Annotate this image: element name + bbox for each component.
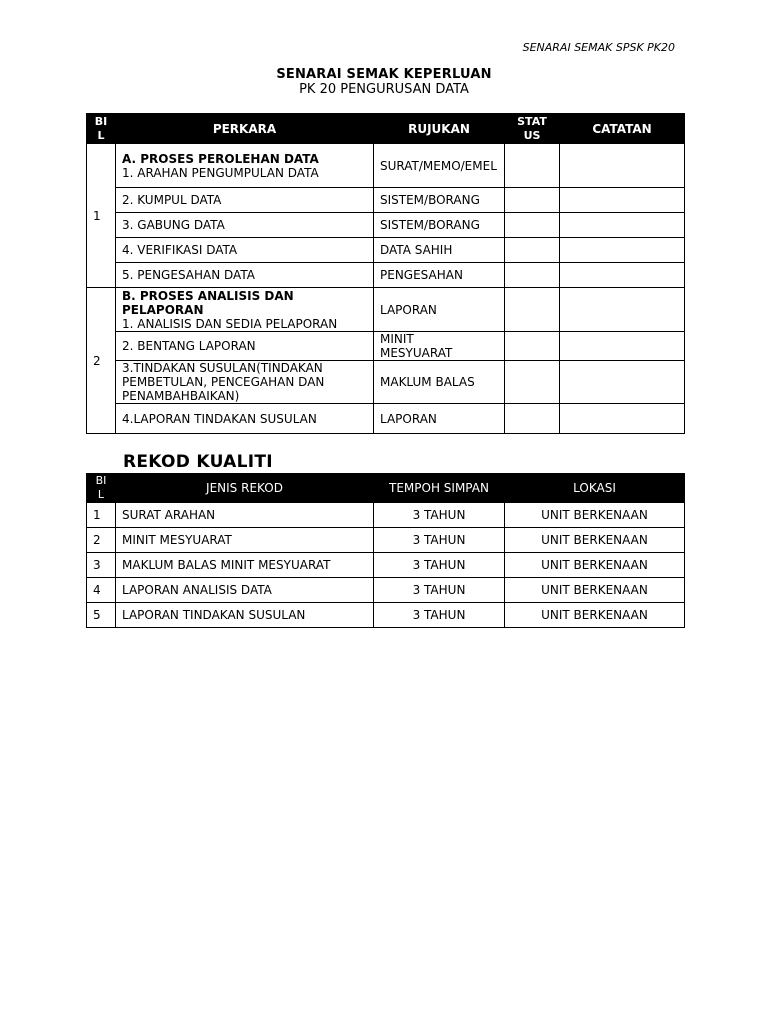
rujukan-cell: LAPORAN bbox=[374, 404, 505, 434]
catatan-cell[interactable] bbox=[560, 263, 685, 288]
table-row bbox=[87, 361, 685, 404]
document-title: SENARAI SEMAK KEPERLUAN bbox=[276, 67, 492, 82]
perkara-cell bbox=[116, 144, 374, 188]
bil-cell: 1 bbox=[87, 144, 116, 288]
lokasi-cell: UNIT BERKENAAN bbox=[505, 603, 685, 628]
lokasi-cell: UNIT BERKENAAN bbox=[505, 503, 685, 528]
perkara-cell bbox=[116, 288, 374, 332]
header-status: STAT US bbox=[505, 114, 560, 144]
rekod-header-row bbox=[87, 474, 685, 503]
tempoh-cell: 3 TAHUN bbox=[374, 553, 505, 578]
perkara-cell: 5. PENGESAHAN DATA bbox=[116, 263, 374, 288]
rujukan-cell: SISTEM/BORANG bbox=[374, 188, 505, 213]
table-row bbox=[87, 578, 685, 603]
bil-cell: 1 bbox=[87, 503, 116, 528]
rujukan-cell: MAKLUM BALAS bbox=[374, 361, 505, 404]
tempoh-cell: 3 TAHUN bbox=[374, 528, 505, 553]
tempoh-cell: 3 TAHUN bbox=[374, 578, 505, 603]
table-row bbox=[87, 238, 685, 263]
table-row bbox=[87, 263, 685, 288]
status-cell[interactable] bbox=[505, 263, 560, 288]
table-row bbox=[87, 603, 685, 628]
perkara-cell: 4.LAPORAN TINDAKAN SUSULAN bbox=[116, 404, 374, 434]
header-bil: BI L bbox=[87, 114, 116, 144]
table-row bbox=[87, 144, 685, 188]
header-catatan: CATATAN bbox=[560, 114, 685, 144]
table-row bbox=[87, 332, 685, 361]
checklist-header-row bbox=[87, 114, 685, 144]
table-row bbox=[87, 503, 685, 528]
rujukan-cell: SURAT/MEMO/EMEL bbox=[374, 144, 505, 188]
perkara-cell: 2. KUMPUL DATA bbox=[116, 188, 374, 213]
tempoh-cell: 3 TAHUN bbox=[374, 503, 505, 528]
bil-cell: 5 bbox=[87, 603, 116, 628]
status-cell[interactable] bbox=[505, 188, 560, 213]
status-cell[interactable] bbox=[505, 361, 560, 404]
catatan-cell[interactable] bbox=[560, 332, 685, 361]
perkara-cell: 3.TINDAKAN SUSULAN(TINDAKAN PEMBETULAN, PENCEGAHAN DAN PENAMBAHBAIKAN) bbox=[116, 361, 374, 404]
jenis-cell: LAPORAN TINDAKAN SUSULAN bbox=[116, 603, 374, 628]
perkara-cell: 3. GABUNG DATA bbox=[116, 213, 374, 238]
header-jenis-rekod: JENIS REKOD bbox=[116, 474, 374, 503]
perkara-text: 1. ARAHAN PENGUMPULAN DATA bbox=[122, 165, 319, 180]
perkara-cell: 4. VERIFIKASI DATA bbox=[116, 238, 374, 263]
table-row bbox=[87, 404, 685, 434]
rujukan-cell: PENGESAHAN bbox=[374, 263, 505, 288]
header-lokasi: LOKASI bbox=[505, 474, 685, 503]
document-subtitle: PK 20 PENGURUSAN DATA bbox=[299, 82, 469, 97]
catatan-cell[interactable] bbox=[560, 288, 685, 332]
header-bil: BI L bbox=[87, 474, 116, 503]
jenis-cell: MINIT MESYUARAT bbox=[116, 528, 374, 553]
bil-cell: 2 bbox=[87, 288, 116, 434]
catatan-cell[interactable] bbox=[560, 144, 685, 188]
jenis-cell: MAKLUM BALAS MINIT MESYUARAT bbox=[116, 553, 374, 578]
bil-cell: 4 bbox=[87, 578, 116, 603]
table-row bbox=[87, 553, 685, 578]
status-cell[interactable] bbox=[505, 404, 560, 434]
rujukan-cell: DATA SAHIH bbox=[374, 238, 505, 263]
bil-cell: 2 bbox=[87, 528, 116, 553]
status-cell[interactable] bbox=[505, 213, 560, 238]
lokasi-cell: UNIT BERKENAAN bbox=[505, 553, 685, 578]
table-row bbox=[87, 213, 685, 238]
section-heading: B. PROSES ANALISIS DAN PELAPORAN bbox=[122, 288, 294, 317]
status-cell[interactable] bbox=[505, 288, 560, 332]
rujukan-cell: SISTEM/BORANG bbox=[374, 213, 505, 238]
section-heading: A. PROSES PEROLEHAN DATA bbox=[122, 151, 319, 166]
header-perkara: PERKARA bbox=[116, 114, 374, 144]
header-rujukan: RUJUKAN bbox=[374, 114, 505, 144]
catatan-cell[interactable] bbox=[560, 361, 685, 404]
rujukan-text: MINIT MESYUARAT bbox=[380, 332, 453, 360]
table-row bbox=[87, 288, 685, 332]
status-cell[interactable] bbox=[505, 144, 560, 188]
catatan-cell[interactable] bbox=[560, 404, 685, 434]
table-row bbox=[87, 188, 685, 213]
table-row bbox=[87, 528, 685, 553]
rujukan-cell bbox=[374, 332, 505, 361]
header-tempoh-simpan: TEMPOH SIMPAN bbox=[374, 474, 505, 503]
header-note: SENARAI SEMAK SPSK PK20 bbox=[522, 41, 675, 54]
catatan-cell[interactable] bbox=[560, 213, 685, 238]
lokasi-cell: UNIT BERKENAAN bbox=[505, 578, 685, 603]
perkara-text: 1. ANALISIS DAN SEDIA PELAPORAN bbox=[122, 316, 338, 331]
catatan-cell[interactable] bbox=[560, 188, 685, 213]
status-cell[interactable] bbox=[505, 238, 560, 263]
status-cell[interactable] bbox=[505, 332, 560, 361]
checklist-table bbox=[86, 113, 685, 434]
rekod-kualiti-title: REKOD KUALITI bbox=[123, 452, 273, 472]
tempoh-cell: 3 TAHUN bbox=[374, 603, 505, 628]
jenis-cell: LAPORAN ANALISIS DATA bbox=[116, 578, 374, 603]
jenis-cell: SURAT ARAHAN bbox=[116, 503, 374, 528]
catatan-cell[interactable] bbox=[560, 238, 685, 263]
lokasi-cell: UNIT BERKENAAN bbox=[505, 528, 685, 553]
bil-cell: 3 bbox=[87, 553, 116, 578]
rujukan-cell: LAPORAN bbox=[374, 288, 505, 332]
perkara-cell: 2. BENTANG LAPORAN bbox=[116, 332, 374, 361]
rekod-kualiti-table bbox=[86, 473, 685, 628]
